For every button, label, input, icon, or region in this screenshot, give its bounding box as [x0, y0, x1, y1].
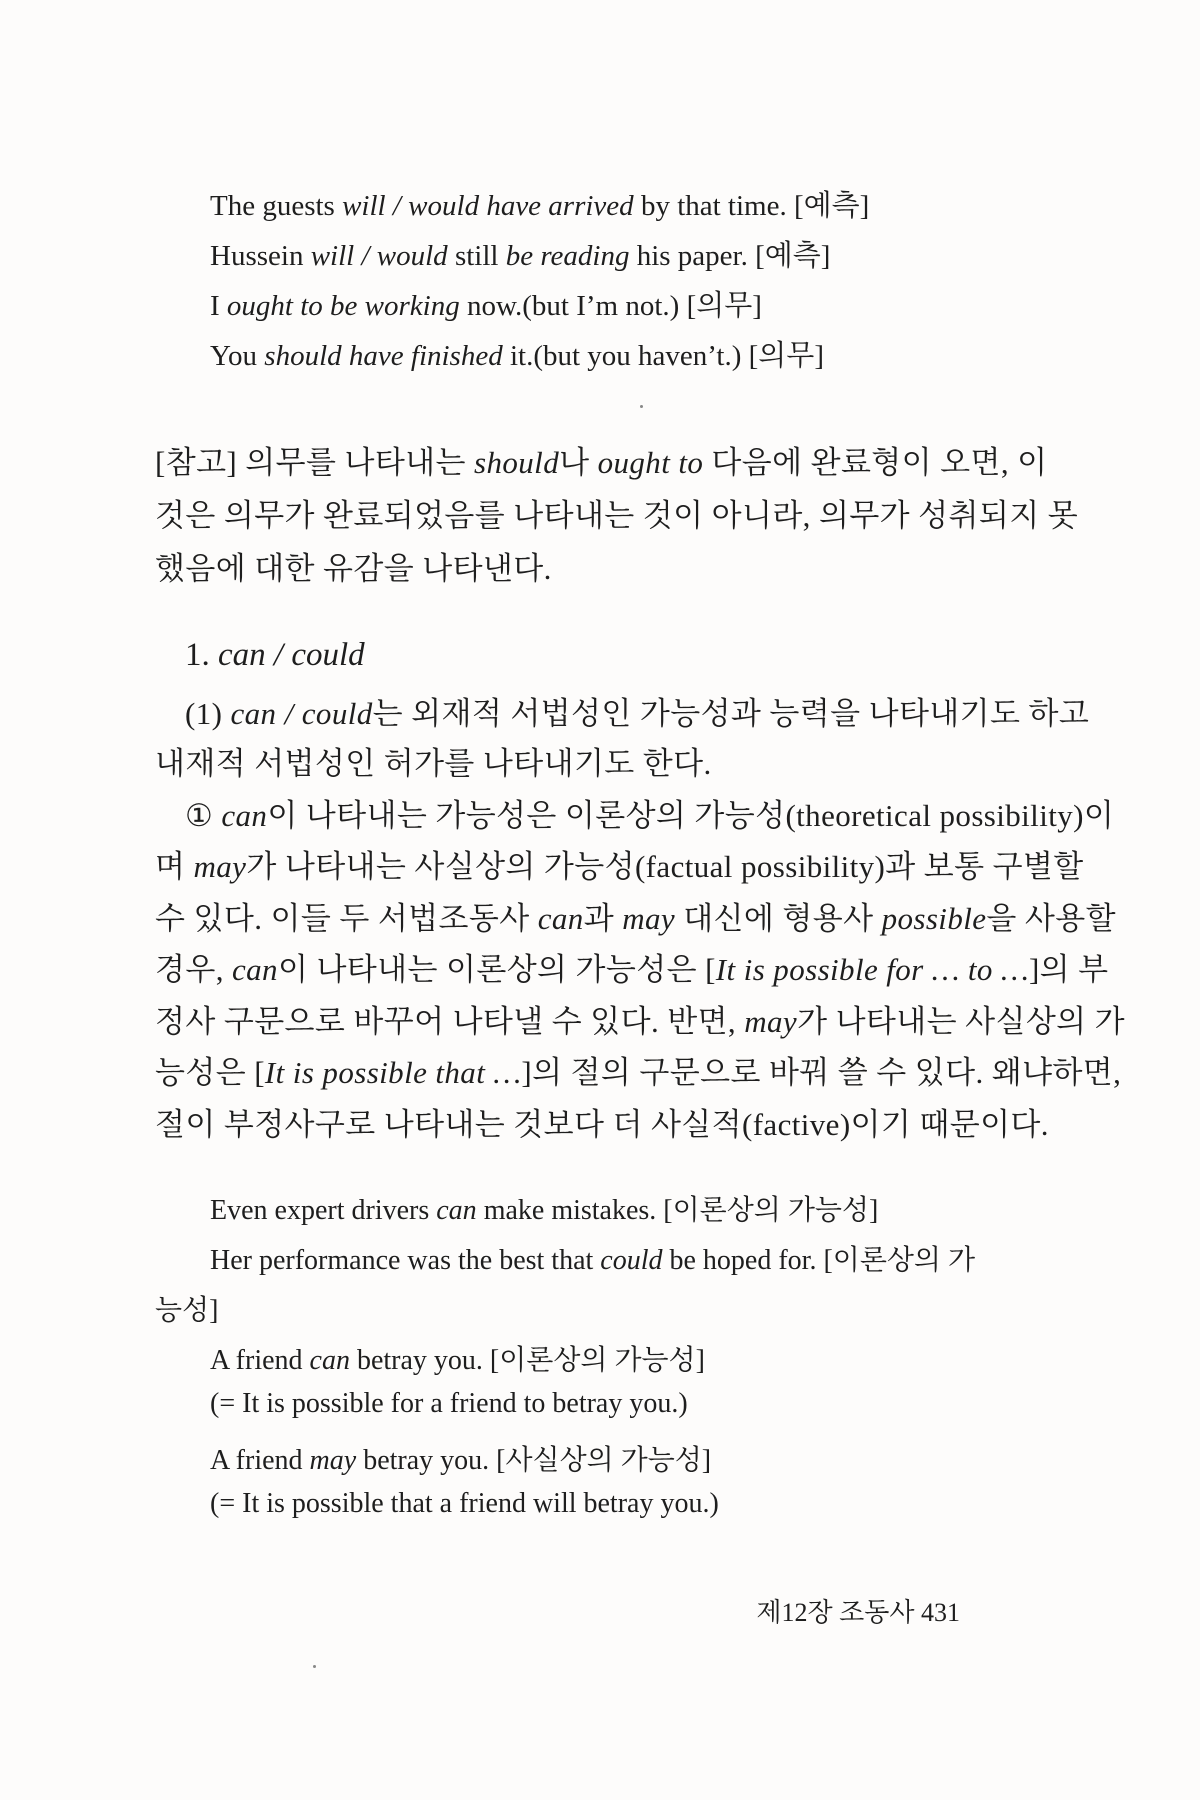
example-line: [155, 1288, 218, 1328]
text: ]의 부: [1028, 952, 1109, 987]
body-line: [155, 996, 1125, 1041]
text: now.(but I’m not.) [의무]: [459, 290, 762, 322]
text: 경우,: [155, 952, 232, 987]
italic-text: can: [309, 1345, 350, 1376]
italic-text: will / would have arrived: [342, 190, 634, 222]
body-line: [185, 688, 1089, 733]
italic-text: can: [221, 798, 268, 833]
example-line: [210, 1238, 975, 1278]
note-line: [155, 437, 1048, 482]
page-number: 431: [921, 1598, 960, 1627]
example-line: [210, 233, 830, 274]
italic-text: can: [232, 952, 278, 987]
section-number: 1.: [185, 637, 218, 673]
example-line: [210, 1488, 719, 1520]
text: by that time. [예측]: [633, 190, 870, 222]
italic-text: It is possible that …: [264, 1055, 522, 1090]
italic-text: could: [600, 1245, 663, 1276]
italic-text: It is possible for … to …: [715, 952, 1029, 987]
text: 다음에 완료형이 오면, 이: [703, 445, 1048, 480]
speck: [313, 1665, 316, 1668]
italic-text: should: [474, 445, 560, 480]
text: 능성은 [: [155, 1055, 265, 1090]
italic-text: will / would: [310, 240, 448, 272]
text: 나: [559, 445, 598, 480]
text: 정사 구문으로 바꾸어 나타낼 수 있다. 반면,: [155, 1004, 745, 1039]
body-line: [155, 893, 1116, 938]
italic-text: may: [193, 849, 247, 884]
text: The guests: [210, 190, 343, 222]
text: 며: [155, 849, 194, 884]
italic-text: may: [309, 1445, 357, 1476]
italic-text: be reading: [505, 240, 630, 272]
example-line: [210, 283, 762, 324]
text: betray you. [사실상의 가능성]: [356, 1445, 712, 1476]
example-line: [210, 333, 824, 374]
text: 과: [583, 901, 623, 936]
text: ①: [185, 798, 222, 833]
text: 이 나타내는 이론상의 가능성은 [: [277, 952, 716, 987]
text: 는 외재적 서법성인 가능성과 능력을 나타내기도 하고: [372, 696, 1090, 731]
example-line: [210, 1388, 688, 1420]
text: A friend: [210, 1445, 310, 1476]
body-line: [155, 841, 1084, 886]
italic-text: can: [537, 901, 584, 936]
example-line: [210, 183, 869, 224]
note-line: 했음에 대한 유감을 나타낸다.: [155, 551, 552, 586]
text: ]의 절의 구문으로 바꿔 쓸 수 있다. 왜냐하면,: [521, 1055, 1122, 1090]
text: 수 있다. 이들 두 서법조동사: [155, 901, 538, 936]
text: (= It is possible for a friend to betray you.): [210, 1388, 688, 1419]
body-line: [155, 944, 1109, 989]
italic-text: may: [744, 1004, 798, 1039]
text: I: [210, 290, 227, 322]
text: 을 사용할: [986, 901, 1116, 936]
example-line: [210, 1438, 711, 1478]
text: it.(but you haven’t.) [의무]: [502, 340, 824, 372]
text: Her performance was the best that: [210, 1245, 601, 1276]
text: be hoped for. [이론상의 가: [662, 1245, 976, 1276]
text: Even expert drivers: [210, 1195, 437, 1226]
italic-text: can / could: [230, 696, 373, 731]
text: 가 나타내는 사실상의 가: [797, 1004, 1126, 1039]
text: his paper. [예측]: [629, 240, 831, 272]
text: 가 나타내는 사실상의 가능성(factual possibility)과 보통 구별할: [246, 849, 1084, 884]
italic-text: can: [436, 1195, 477, 1226]
body-line: 절이 부정사구로 나타내는 것보다 더 사실적(factive)이기 때문이다.: [155, 1107, 1049, 1142]
speck: [640, 405, 643, 408]
section-title: can / could: [218, 637, 365, 673]
text: 능성]: [155, 1295, 219, 1326]
body-line: 내재적 서법성인 허가를 나타내기도 한다.: [155, 746, 712, 781]
section-heading: [185, 637, 365, 674]
text: 대신에 형용사: [675, 901, 882, 936]
text: still: [447, 240, 506, 272]
page-footer: [756, 1592, 960, 1629]
text: [참고] 의무를 나타내는: [155, 445, 475, 480]
italic-text: should have finished: [264, 340, 503, 372]
text: betray you. [이론상의 가능성]: [349, 1345, 705, 1376]
text: You: [210, 340, 265, 372]
text: A friend: [210, 1345, 310, 1376]
italic-text: may: [622, 901, 676, 936]
note-line: 것은 의무가 완료되었음를 나타내는 것이 아니라, 의무가 성취되지 못: [155, 498, 1079, 533]
text: (1): [185, 696, 231, 731]
italic-text: ought to be working: [226, 290, 460, 322]
text: (= It is possible that a friend will betray you.): [210, 1488, 719, 1519]
chapter-label: 제12장 조동사: [756, 1598, 915, 1627]
italic-text: ought to: [597, 445, 704, 480]
example-line: [210, 1338, 705, 1378]
italic-text: possible: [881, 901, 987, 936]
text: 이 나타내는 가능성은 이론상의 가능성(theoretical possibility)이: [267, 798, 1115, 833]
body-line: [155, 1047, 1121, 1092]
text: Hussein: [210, 240, 311, 272]
example-line: [210, 1188, 878, 1228]
body-line: [185, 790, 1114, 835]
text: make mistakes. [이론상의 가능성]: [476, 1195, 879, 1226]
